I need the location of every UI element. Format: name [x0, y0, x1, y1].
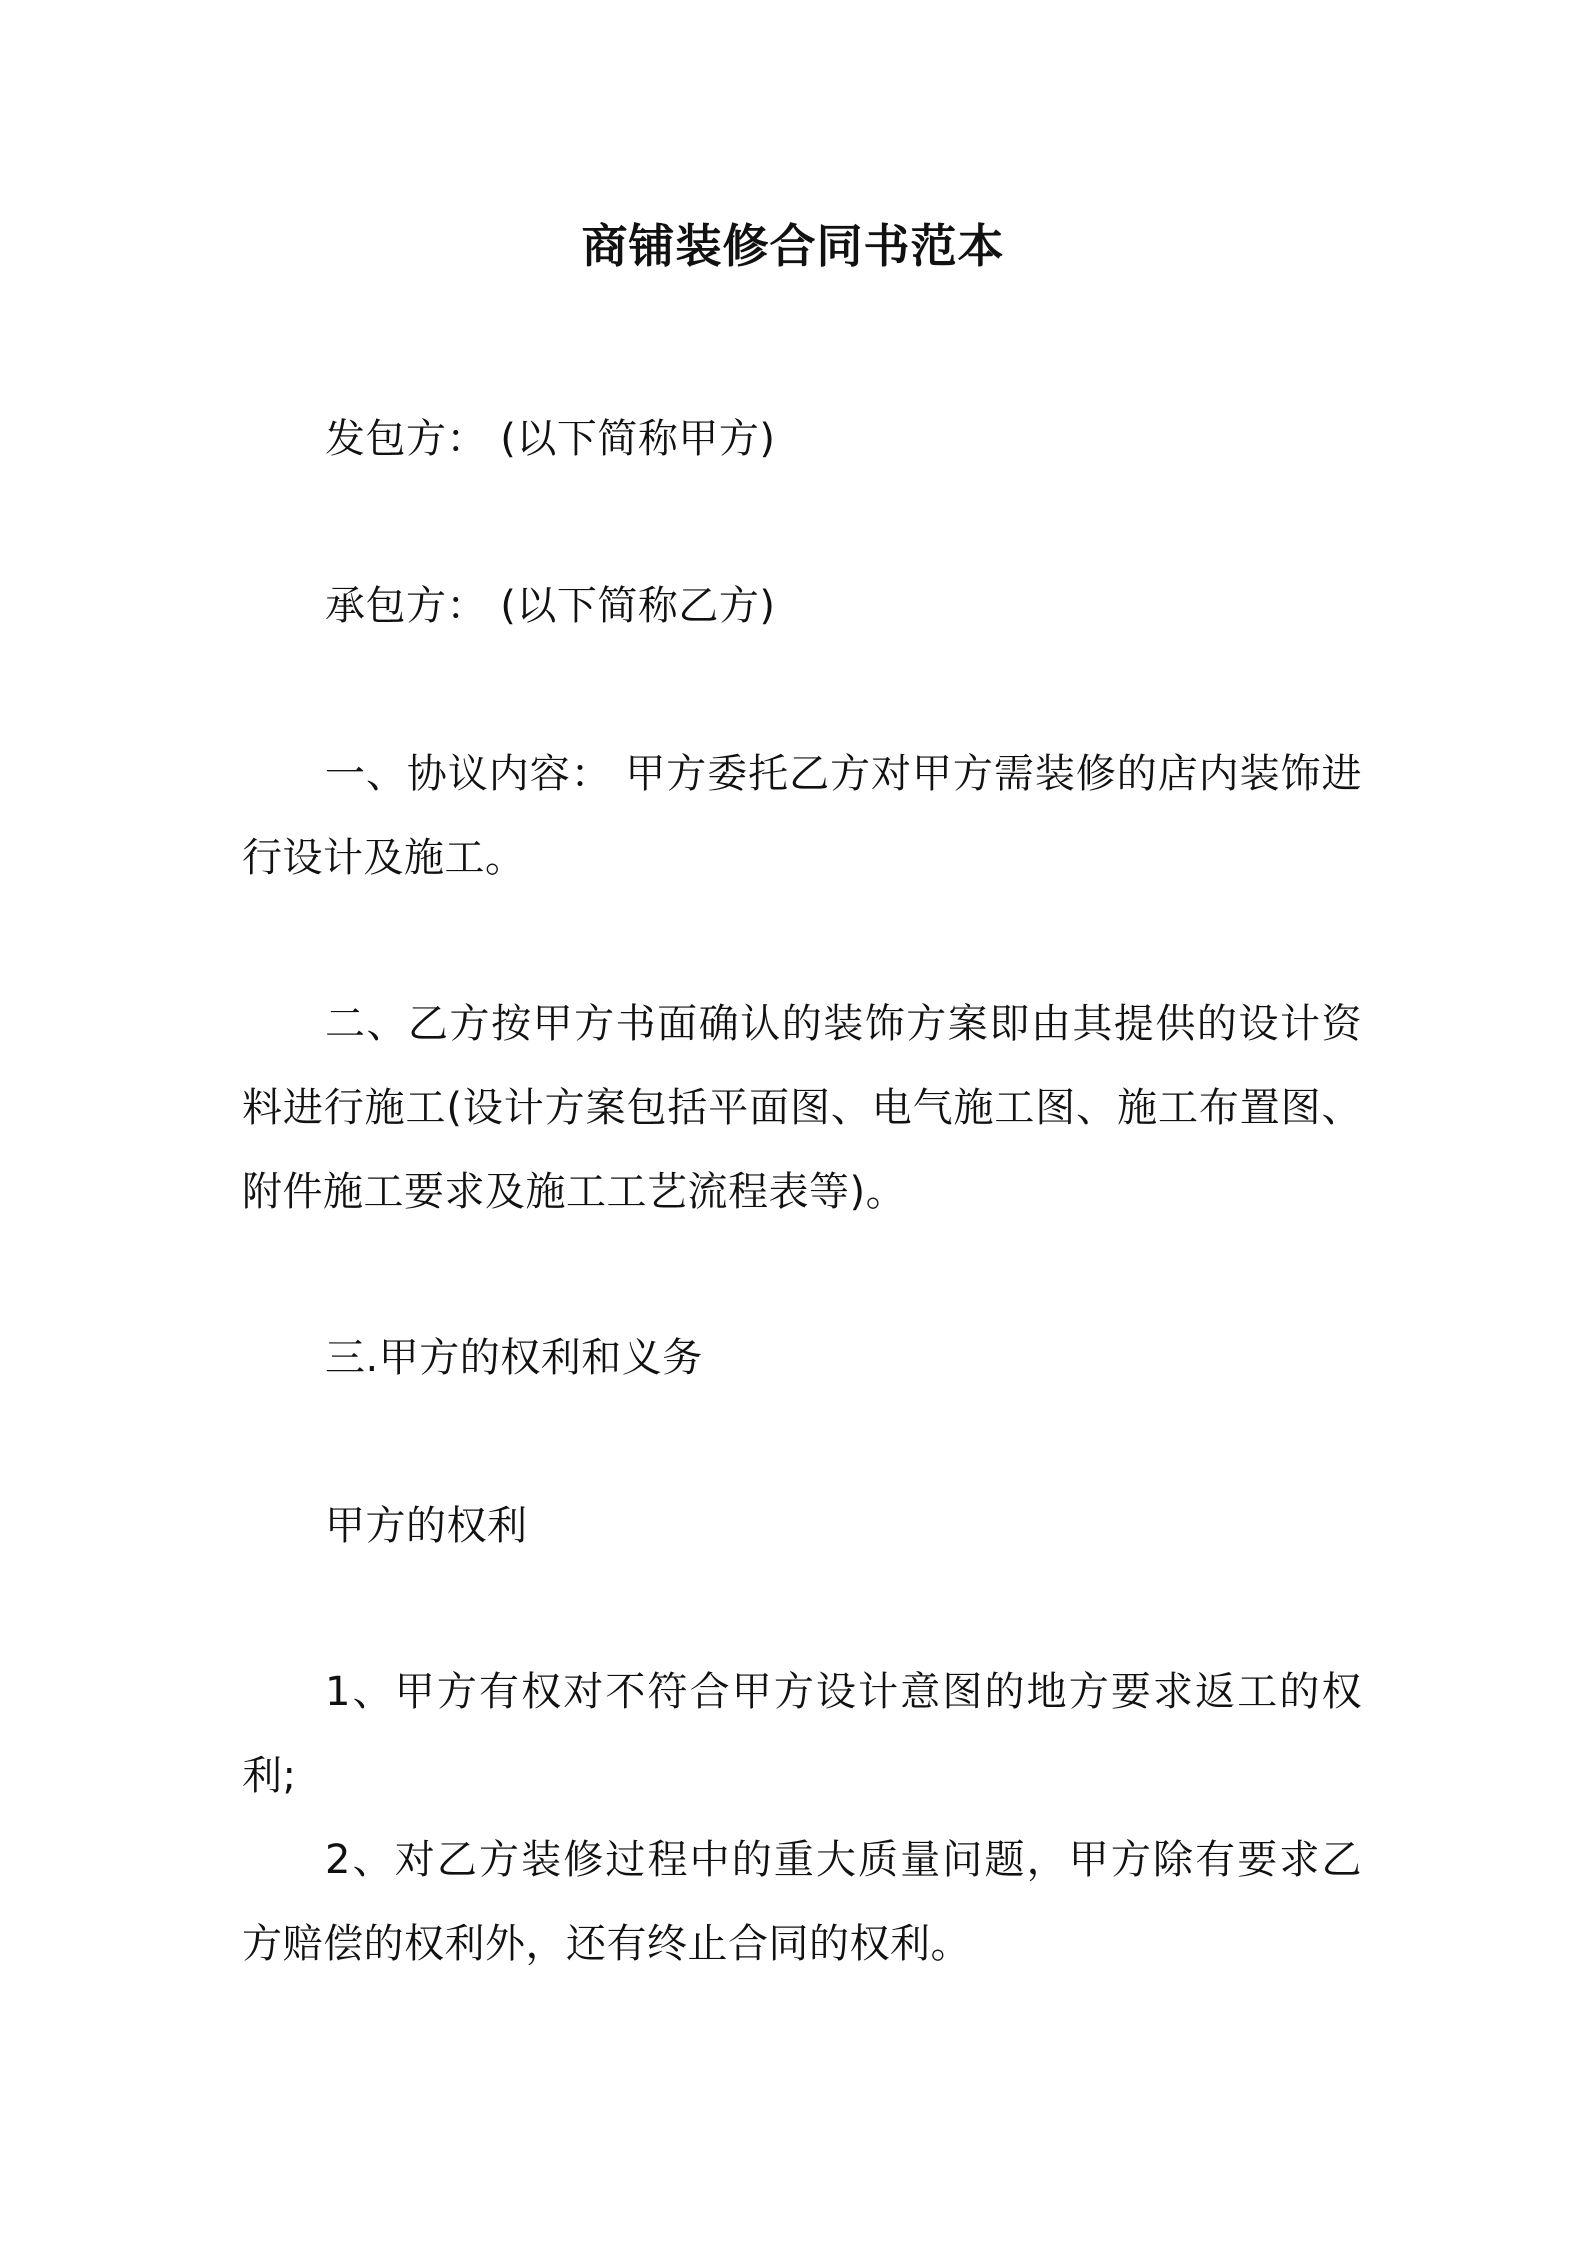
clause-2-construction-basis: 二、乙方按甲方书面确认的装饰方案即由其提供的设计资料进行施工(设计方案包括平面图、电气施工图、施工布置图、附件施工要求及施工工艺流程表等)。	[242, 1001, 1362, 1215]
party-b-line: 承包方： (以下简称乙方)	[325, 583, 776, 629]
party-a-line: 发包方： (以下简称甲方)	[325, 416, 776, 462]
clause-1-agreement-content: 一、协议内容： 甲方委托乙方对甲方需装修的店内装饰进行设计及施工。	[242, 751, 1362, 881]
party-a-right-1: 1、甲方有权对不符合甲方设计意图的地方要求返工的权利;	[242, 1669, 1362, 1799]
party-a-right-2: 2、对乙方装修过程中的重大质量问题，甲方除有要求乙方赔偿的权利外，还有终止合同的权利。	[242, 1837, 1362, 1967]
clause-3-heading: 三.甲方的权利和义务	[325, 1335, 703, 1381]
document-title: 商铺装修合同书范本	[581, 219, 1005, 273]
party-a-rights-heading: 甲方的权利	[325, 1503, 528, 1549]
